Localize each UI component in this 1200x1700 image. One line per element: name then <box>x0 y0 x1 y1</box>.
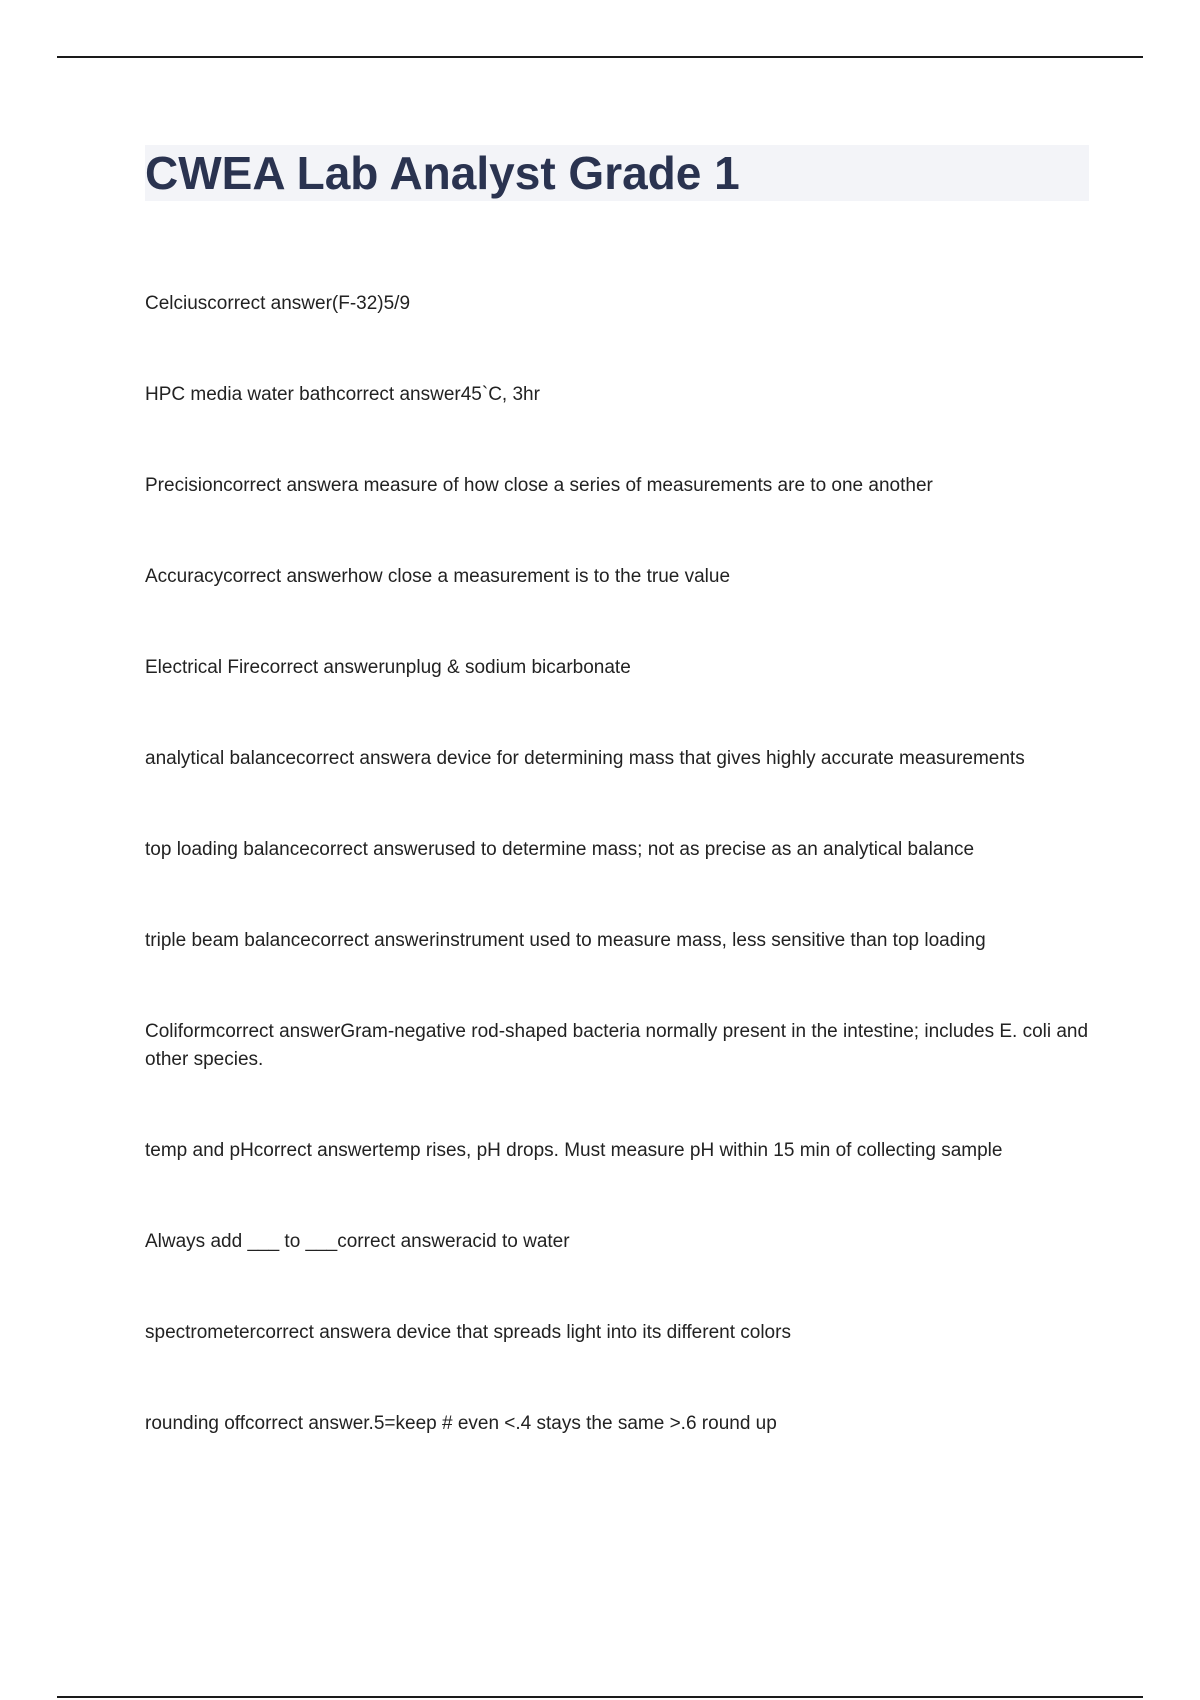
qa-item-triple-beam-balance: triple beam balancecorrect answerinstrument used to measure mass, less sensitive than top loading <box>145 930 986 951</box>
bottom-divider <box>57 1696 1143 1698</box>
qa-item-rounding-off: rounding offcorrect answer.5=keep # even <.4 stays the same >.6 round up <box>145 1413 777 1434</box>
qa-item-top-loading-balance: top loading balancecorrect answerused to determine mass; not as precise as an analytical balance <box>145 839 975 860</box>
qa-item-hpc-media: HPC media water bathcorrect answer45`C, 3hr <box>145 384 540 405</box>
qa-item-always-add: Always add ___ to ___correct answeracid to water <box>145 1231 570 1252</box>
qa-item-accuracy: Accuracycorrect answerhow close a measurement is to the true value <box>145 566 731 587</box>
qa-item-analytical-balance: analytical balancecorrect answera device for determining mass that gives highly accurate measurements <box>145 748 1025 769</box>
qa-list <box>145 290 1090 1501</box>
title-block <box>145 145 1089 201</box>
top-divider <box>57 56 1143 58</box>
qa-item-coliform: Coliformcorrect answerGram-negative rod-shaped bacteria normally present in the intestine; includes E. coli and other species. <box>145 1021 1089 1070</box>
qa-item-temp-and-ph: temp and pHcorrect answertemp rises, pH drops. Must measure pH within 15 min of collecting sample <box>145 1140 1003 1161</box>
qa-item-spectrometer: spectrometercorrect answera device that spreads light into its different colors <box>145 1322 791 1343</box>
qa-item-precision: Precisioncorrect answera measure of how close a series of measurements are to one another <box>145 475 933 496</box>
qa-item-electrical-fire: Electrical Firecorrect answerunplug & sodium bicarbonate <box>145 657 631 678</box>
page-title: CWEA Lab Analyst Grade 1 <box>145 147 740 199</box>
qa-item-celcius: Celciuscorrect answer(F-32)5/9 <box>145 293 411 314</box>
